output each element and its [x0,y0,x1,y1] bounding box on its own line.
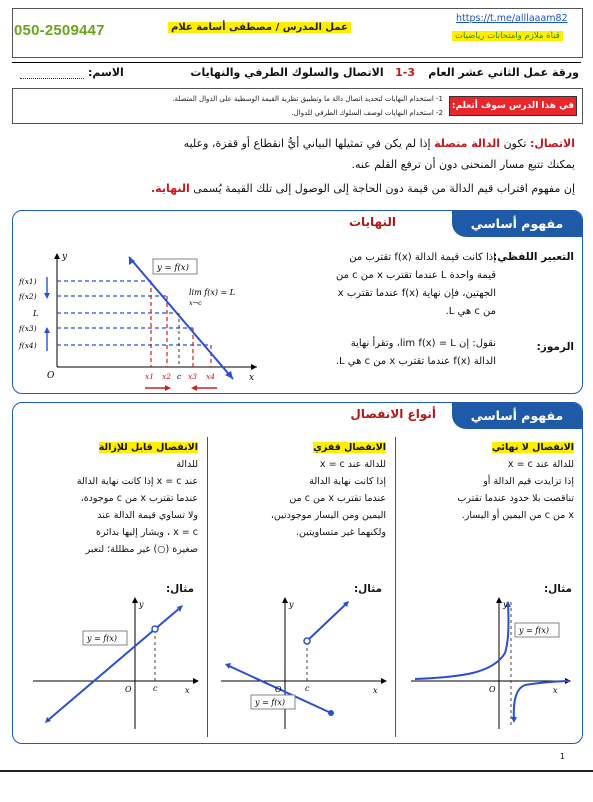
origin-label: O [489,685,496,694]
intro-text: إذا لم يكن في تمثيلها البياني أيُّ انقطاع أو قفزة، وعليه [183,137,431,150]
axis-x-label: x [553,686,558,695]
card-header: مفهوم أساسي [452,211,582,237]
axis-x-label: x [185,686,190,695]
c-label: c [153,684,158,693]
col-line: x من c من اليمين أو اليسار. [461,510,574,521]
teacher-credit: عمل المدرس / مصطفى أسامة علام [168,22,351,33]
continuity-term: الاتصال: [529,137,575,150]
col-line: للدالة [176,459,198,470]
name-label: الاسم: [88,66,124,79]
example-label: مثال: [165,583,194,595]
page-number: 1 [559,752,565,761]
symbols-text [296,335,496,371]
x-tick-label: x1 [145,372,155,381]
verbal-label: التعبير اللفظي: [493,251,574,263]
symbols-line: الدالة f(x) عندما تقترب x من c هي L. [335,356,496,367]
jump-discontinuity-text [214,439,386,541]
phone-number: 050-2509447 [14,22,105,39]
channel-name: قناة ملازم وامتحانات رياضيات [452,31,563,41]
col-line: للدالة عند x = c [507,459,574,470]
jump-term: الانفصال قفزي [313,442,386,453]
col-line: ولا تساوي قيمة الدالة عند [97,510,198,521]
curve-label: y = f(x) [519,626,550,635]
symbols-line: نقول: إن lim f(x) = L، وتقرأ نهاية [350,338,496,349]
col-title [402,439,574,456]
example-label: مثال: [543,583,572,595]
telegram-link[interactable]: https://t.me/alllaaam82 [456,13,568,24]
curve-label: y = f(x) [87,634,118,643]
lesson-name: الاتصال والسلوك الطرفي والنهايات [190,66,384,79]
origin-label: O [125,685,132,694]
intro-text: تكون [503,137,527,150]
limit-term: النهاية. [151,182,190,195]
intro-line-3 [15,179,575,198]
col-line: للدالة عند x = c [319,459,386,470]
infinite-discontinuity-graph [403,593,575,733]
card-subtitle: النهايات [348,215,396,229]
curve-label: y = f(x) [157,263,189,273]
verbal-line: من c هي L. [445,306,496,317]
limit-subscript: x→c [189,299,202,307]
y-tick-label: f(x2) [19,292,37,301]
col-line: عند x = c إذا كانت نهاية الدالة [76,476,198,487]
removable-term: الانفصال قابل للإزالة [98,442,198,453]
y-tick-label: f(x4) [19,341,37,350]
infinite-term: الانفصال لا نهائي [491,442,574,453]
x-tick-label: x2 [162,372,172,381]
col-line: x = c ، ويشار إليها بدائرة [95,527,198,538]
verbal-line: إذا كانت قيمة الدالة f(x) تقترب من [349,252,496,263]
intro-line-2: يمكنك تتبع مسار المنحنى دون أن ترفع القلم عنه. [351,158,575,171]
axis-x-label: x [373,686,378,695]
c-label: c [305,684,310,693]
card-header: مفهوم أساسي [452,403,582,429]
divider [12,62,581,63]
origin-label: O [47,371,55,381]
continuous-function-term: الدالة متصلة [434,137,501,150]
column-divider [207,437,208,737]
axis-y-label: y [139,600,144,609]
removable-discontinuity-graph [25,593,203,733]
lesson-title [190,66,415,79]
col-title [214,439,386,456]
col-line: صغيرة (○) غير مظللة؛ لتعبر [85,544,198,555]
col-line: ولكنهما غير متساويتين. [295,527,386,538]
col-line: عندما تقترب x من c من [289,493,386,504]
col-line: إذا كانت نهاية الدالة [309,476,386,487]
verbal-line: قيمة واحدة L عندما تقترب x من c من [335,270,496,281]
col-line: عندما تقترب x من c موجودة، [80,493,198,504]
y-tick-label: f(x1) [19,277,37,286]
axis-y-label: y [503,600,508,609]
intro-line-1 [15,134,575,153]
objective-1: 1- استخدام النهايات لتحديد اتصال دالة ما وتطبيق نظرية القيمة الوسطية على الدوال المتصلة. [172,95,443,103]
x-tick-label: c [177,372,182,381]
col-line: تناقصت بلا حدود عندما تقترب [457,493,574,504]
axis-y-label: y [62,252,68,262]
lesson-number: 1-3 [395,66,415,79]
jump-discontinuity-graph [213,593,391,733]
removable-discontinuity-text [26,439,198,558]
x-tick-label: x4 [206,372,216,381]
col-title [26,439,198,456]
x-tick-label: x3 [188,372,198,381]
col-line: اليمين ومن اليسار موجودتين، [270,510,386,521]
limit-graph [17,247,265,391]
column-divider [395,437,396,737]
verbal-text [296,249,496,321]
name-line[interactable] [20,78,84,79]
card-subtitle: أنواع الانفصال [350,407,436,421]
col-line: إذا تزايدت قيم الدالة أو [483,476,574,487]
origin-label: O [275,685,282,694]
example-label: مثال: [353,583,382,595]
verbal-line: الجهتين، فإن نهاية f(x) عندما تقترب x [337,288,496,299]
axis-x-label: x [249,373,255,383]
infinite-discontinuity-text [402,439,574,524]
sheet-title: ورقة عمل الثاني عشر العام [428,66,579,79]
limit-notation: lim f(x) = L [189,288,236,297]
objectives-badge: في هذا الدرس سوف أتعلم: [449,96,577,116]
symbols-label: الرموز: [536,341,574,353]
curve-label: y = f(x) [255,698,286,707]
concept-card-discontinuity [12,402,583,744]
axis-y-label: y [289,600,294,609]
y-tick-label: L [33,309,39,318]
concept-card-limits [12,210,583,394]
y-tick-label: f(x3) [19,324,37,333]
page-bottom-edge [0,770,593,802]
objective-2: 2- استخدام النهايات لوصف السلوك الطرفي للدوال. [291,109,443,117]
intro-text: إن مفهوم اقتراب قيم الدالة من قيمة دون الحاجة إلى الوصول إلى تلك القيمة يُسمى [193,182,575,195]
